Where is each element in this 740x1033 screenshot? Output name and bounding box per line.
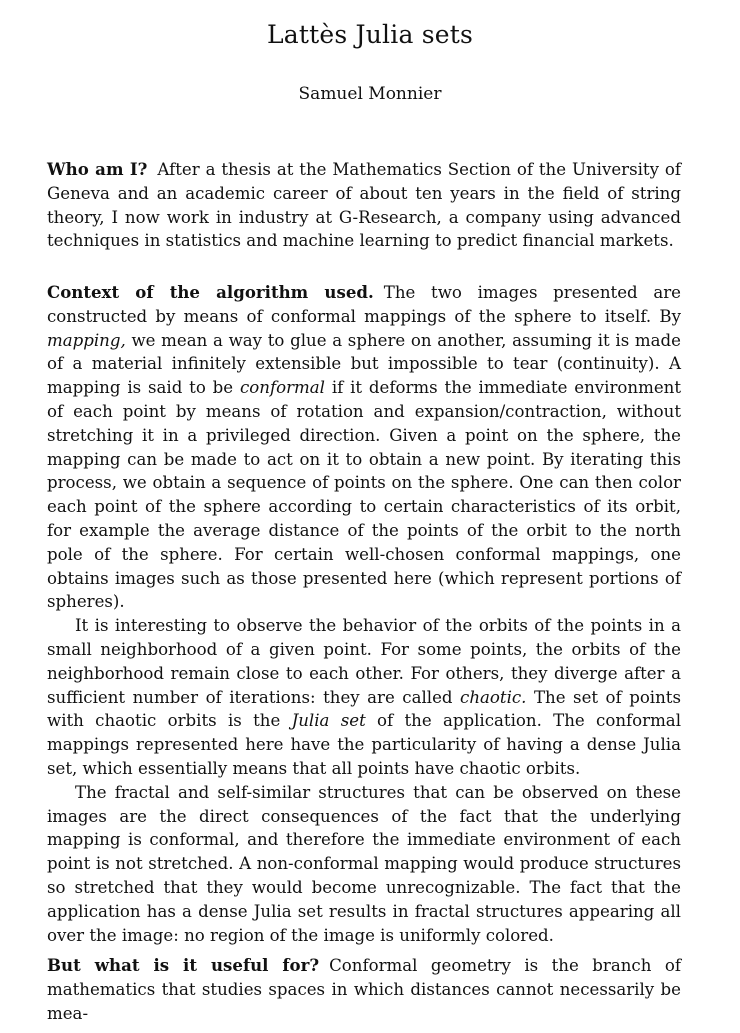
section-context [47,281,681,947]
paragraph-text: The fractal and self-similar structures that can be observed on these images are the direct consequences of the fact that the underlying mapping is conformal, and therefore the immediate environment of each point is not stretched. A non-conformal mapping would produce structures so stretched that they would become unrecognizable. The fact that the application has a dense Julia set results in fractal structures appearing all over the image: no region of the image is uniformly colored. [47,782,681,945]
paragraph-text: Conformal geometry is the branch of mathematics that studies spaces in which distances cannot necessarily be mea- [47,956,681,1023]
paragraph [47,158,681,253]
emphasis-text: conformal [239,378,325,398]
section-useful [47,954,681,1025]
paragraph-text: if it deforms the immediate environment of each point by means of rotation and expansion/contraction, without stretching it in a privileged direction. Given a point on the sphere, the mapping can be made to act on it to obtain a new point. By iterating this process, we obtain a sequence of points on the sphere. One can then color each point of the sphere according to certain characteristics of its orbit, for example the average distance of the points of the orbit to the north pole of the sphere. For certain well-chosen conformal mappings, one obtains images such as those presented here (which represent portions of spheres). [47,378,682,612]
section-heading: But what is it useful for? [47,955,320,975]
paragraph [47,614,681,781]
emphasis-text: Julia set [291,711,366,731]
section-heading: Context of the algorithm used. [47,282,374,302]
paragraph-text: After a thesis at the Mathematics Section of the University of Geneva and an academic career of about ten years in the field of string theory, I now work in industry at G-Research, a company using advanced techniques in statistics and machine learning to predict financial markets. [47,160,681,251]
emphasis-text: mapping, [47,330,126,350]
paragraph [47,954,681,1025]
paragraph-text: It is interesting to observe the behavior of the orbits of the points in a small neighborhood of a given point. For some points, the orbits of the neighborhood remain close to each other. For others, they diverge after a sufficient number of iterations: they are called [47,616,681,707]
paragraph-text: of the application. The conformal mappings represented here have the particularity of having a dense Julia set, which essentially means that all points have chaotic orbits. [47,711,682,778]
paragraph-text: The two images presented are constructed by means of conformal mappings of the sphere to itself. By [47,283,681,326]
document-title: Lattès Julia sets [266,20,474,49]
emphasis-text: chaotic. [460,687,527,707]
paragraph [47,781,681,948]
document-author: Samuel Monnier [298,84,442,104]
section-who-am-i [47,158,681,253]
paragraph [47,281,681,614]
paragraph-text: we mean a way to glue a sphere on another, assuming it is made of a material infinitely extensible but impossible to tear (continuity). A mapping is said to be [47,330,681,398]
paragraph-text: The set of points with chaotic orbits is the [47,687,681,731]
section-heading: Who am I? [47,159,148,179]
